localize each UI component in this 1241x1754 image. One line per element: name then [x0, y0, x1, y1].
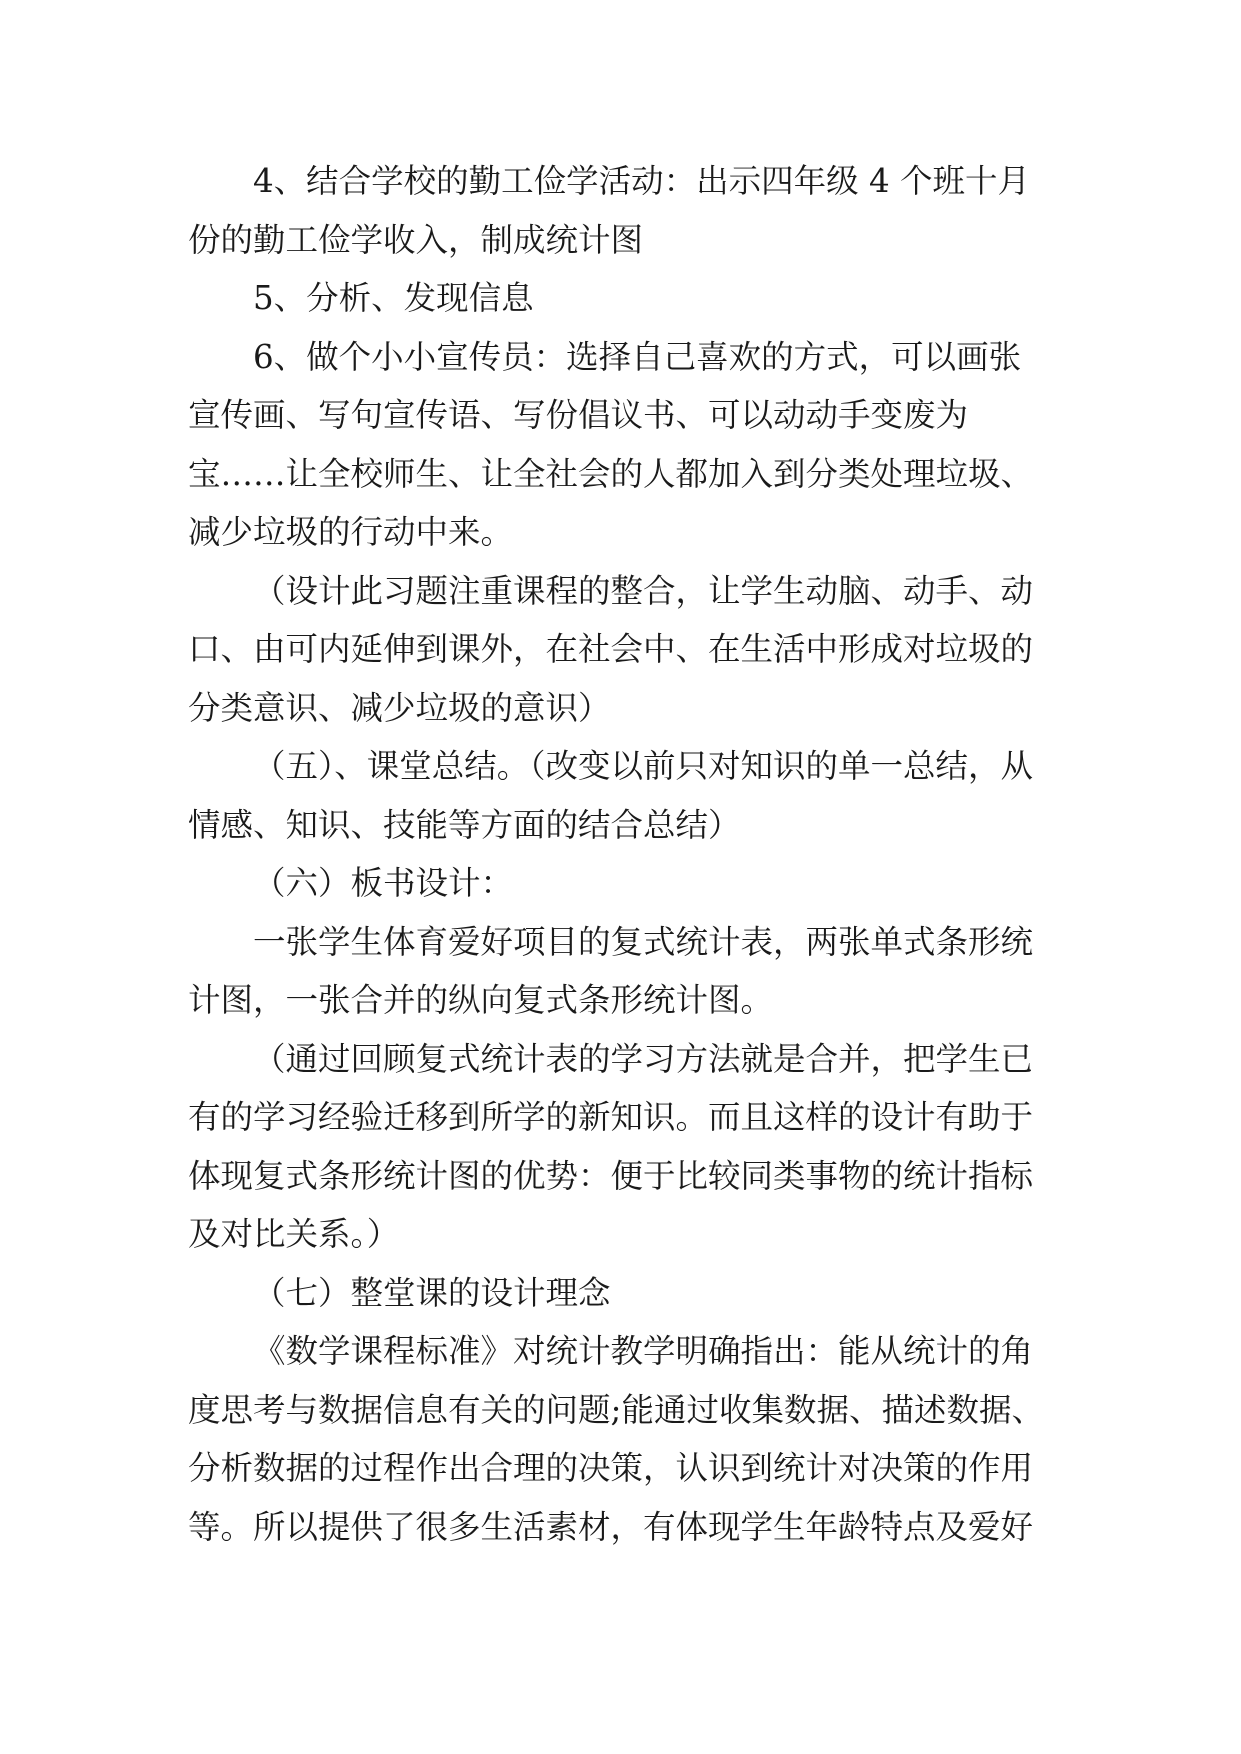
text-line: 4、结合学校的勤工俭学活动：出示四年级 4 个班十月 [253, 162, 1031, 200]
paragraph-activity-4 [188, 152, 1068, 269]
text-line: 情感、知识、技能等方面的结合总结） [188, 805, 741, 844]
paragraph-board-note [188, 1030, 1068, 1264]
text-line: 口、由可内延伸到课外，在社会中、在生活中形成对垃圾的 [188, 630, 1034, 668]
text-line: 计图，一张合并的纵向复式条形统计图。 [188, 981, 774, 1019]
text-line: （七）整堂课的设计理念 [253, 1273, 611, 1312]
text-line: 份的勤工俭学收入，制成统计图 [188, 220, 644, 259]
text-line: 分析数据的过程作出合理的决策，认识到统计对决策的作用 [188, 1449, 1034, 1487]
text-line: 6、做个小小宣传员：选择自己喜欢的方式，可以画张 [253, 337, 1022, 376]
text-line: 宝……让全校师生、让全社会的人都加入到分类处理垃圾、 [188, 454, 1034, 493]
text-line: 及对比关系。） [188, 1215, 400, 1253]
paragraph-activity-6 [188, 328, 1068, 562]
paragraph-class-summary [188, 737, 1068, 854]
text-line: 度思考与数据信息有关的问题;能通过收集数据、描述数据、 [188, 1390, 1044, 1429]
text-line: （通过回顾复式统计表的学习方法就是合并，把学生已 [253, 1039, 1034, 1078]
text-line: 一张学生体育爱好项目的复式统计表，两张单式条形统 [253, 922, 1034, 961]
heading-design-concept [188, 1264, 1068, 1323]
text-line: 体现复式条形统计图的优势：便于比较同类事物的统计指标 [188, 1156, 1034, 1195]
text-line: 等。所以提供了很多生活素材，有体现学生年龄特点及爱好 [188, 1507, 1034, 1546]
text-line: 5、分析、发现信息 [253, 279, 534, 317]
text-line: 减少垃圾的行动中来。 [188, 513, 514, 551]
document-body [188, 152, 1068, 1556]
text-line: 分类意识、减少垃圾的意识） [188, 688, 611, 727]
text-line: 宣传画、写句宣传语、写份倡议书、可以动动手变废为 [188, 396, 969, 434]
text-line: （五）、课堂总结。（改变以前只对知识的单一总结，从 [253, 747, 1034, 785]
text-line: 《数学课程标准》对统计教学明确指出：能从统计的角 [253, 1332, 1034, 1370]
paragraph-design-note [188, 562, 1068, 738]
paragraph-activity-5 [188, 269, 1068, 328]
paragraph-board-content [188, 913, 1068, 1030]
text-line: （六）板书设计： [253, 864, 514, 902]
text-line: （设计此习题注重课程的整合，让学生动脑、动手、动 [253, 571, 1034, 610]
heading-board-design [188, 854, 1068, 913]
paragraph-curriculum-standard [188, 1322, 1068, 1556]
text-line: 有的学习经验迁移到所学的新知识。而且这样的设计有助于 [188, 1098, 1034, 1136]
